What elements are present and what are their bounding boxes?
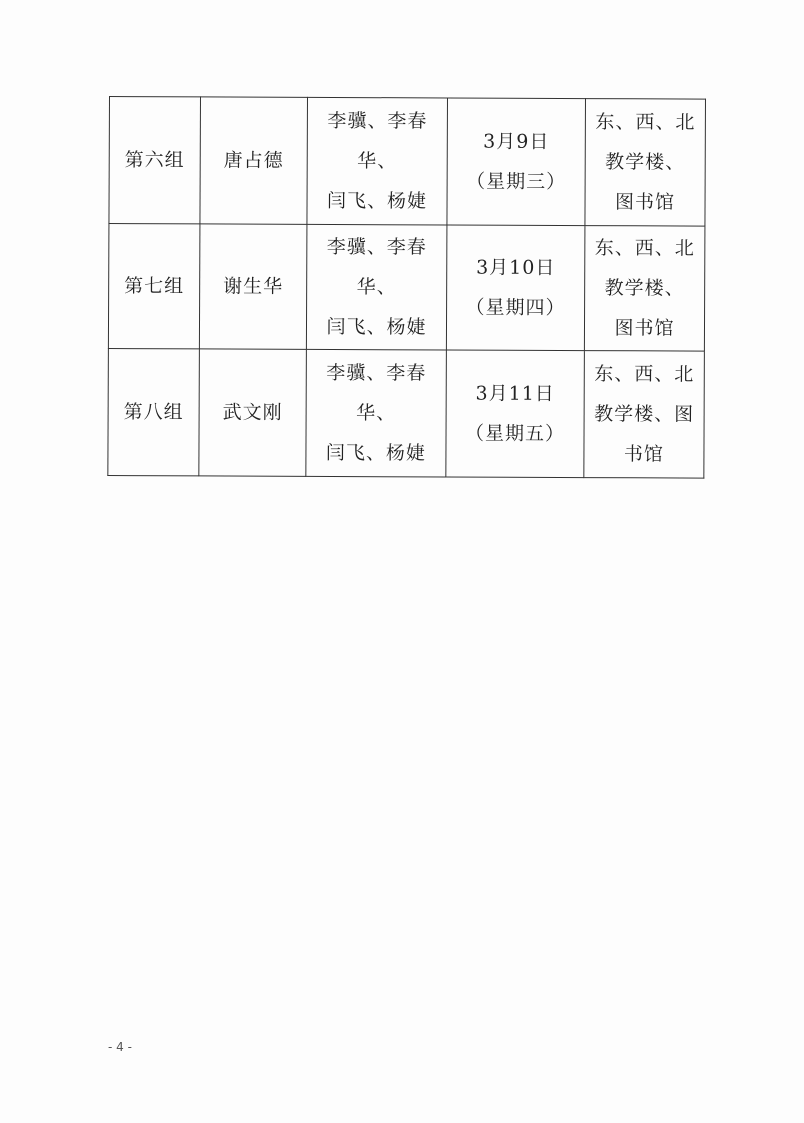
location-cell: 东、西、北 教学楼、 图书馆 xyxy=(585,99,706,227)
date-cell: 3月10日 （星期四） xyxy=(446,225,585,351)
members-cell: 李骥、李春华、 闫飞、杨婕 xyxy=(306,349,447,477)
date-cell: 3月11日 （星期五） xyxy=(446,350,585,478)
inspection-schedule-table xyxy=(107,96,706,479)
members-cell: 李骥、李春华、 闫飞、杨婕 xyxy=(306,224,447,350)
members-cell: 李骥、李春华、 闫飞、杨婕 xyxy=(307,97,448,225)
date-cell: 3月9日 （星期三） xyxy=(447,98,586,226)
leader-cell: 谢生华 xyxy=(199,224,307,349)
leader-cell: 武文刚 xyxy=(199,349,307,476)
group-cell: 第七组 xyxy=(108,224,200,349)
group-cell: 第六组 xyxy=(109,97,201,224)
location-cell: 东、西、北 教学楼、 图书馆 xyxy=(584,226,705,352)
table-row xyxy=(109,97,706,227)
table-row xyxy=(108,224,705,352)
group-cell: 第八组 xyxy=(108,348,200,475)
leader-cell: 唐占德 xyxy=(200,97,308,224)
table-row xyxy=(108,348,705,478)
page-number: - 4 - xyxy=(108,1040,132,1054)
location-cell: 东、西、北 教学楼、图 书馆 xyxy=(584,351,705,479)
